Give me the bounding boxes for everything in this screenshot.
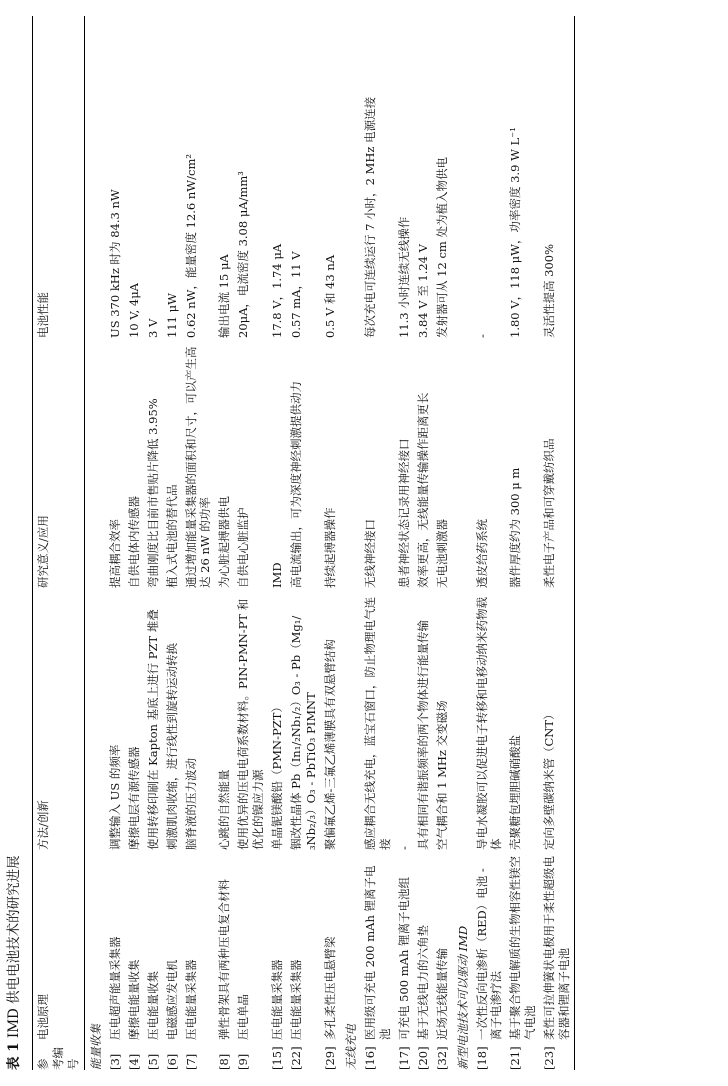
cell-ref: [8]: [217, 1053, 232, 1070]
cell-performance: 20μA，电流密度 3.08 μA/mm³: [236, 171, 251, 338]
cell-significance: 患者神经状态记录用神经接口: [396, 438, 411, 588]
cell-method: 摩擦电层有源传感器: [126, 746, 141, 850]
cell-significance: 高电流输出，可为深度神经刺激提供动力: [289, 381, 304, 588]
cell-performance: 1.80 V，118 μW，功率密度 3.9 W L⁻¹: [508, 127, 523, 338]
cell-principle: 一次性反向电渗析（RED）电池 - 离子电渗疗法: [474, 868, 504, 1040]
cell-ref: [7]: [183, 1053, 198, 1070]
cell-ref: [22]: [289, 1046, 304, 1070]
cell-principle: 基于聚合物电解质的生物相容性镁空气电池: [508, 856, 538, 1040]
cell-principle: 近场无线能量传输: [434, 948, 449, 1040]
header-ref: 参 考编号: [36, 1047, 80, 1070]
section-title: 新型电池技术可以驱动 IMD: [455, 925, 470, 1070]
cell-method: 具有相同有谐振频率的两个物体进行能量传输: [415, 620, 430, 850]
cell-significance: 植入式电池的替代品: [164, 484, 179, 588]
table-body: [84, 16, 574, 1070]
section-row: [84, 16, 105, 1070]
table-row: [473, 16, 507, 1070]
cell-principle: 弹性骨架具有两种压电复合材料: [217, 879, 232, 1040]
header-row: [33, 16, 85, 1070]
cell-performance: 每次充电可连续运行 7 小时，2 MHz 电源连接: [362, 96, 377, 338]
cell-significance: 通过增加能量采集器的面积和尺寸，可以产生高达 26 nW 的功率: [183, 346, 213, 588]
table-row: [506, 16, 540, 1070]
cell-ref: [3]: [107, 1053, 122, 1070]
table-row: [144, 16, 163, 1070]
section-row: [452, 16, 473, 1070]
table-row: [287, 16, 321, 1070]
cell-performance: 10 V, 4μA: [126, 283, 141, 338]
cell-ref: [16]: [362, 1046, 377, 1070]
cell-principle: 压电单晶: [236, 994, 251, 1040]
cell-method: 感应耦合无线充电，蓝宝石窗口，防止物理电气连接: [362, 597, 392, 850]
cell-significance: 自供电体内传感器: [126, 496, 141, 588]
cell-significance: 持续起搏器操作: [323, 507, 337, 588]
table-row: [395, 16, 414, 1070]
cell-method: 铟改性晶体 Pb（In₁/₂Nb₁/₂）O₃ - Pb（Mg₁/₃Nb₂/₃）O₃ - PbTiO₃ PIMNT: [289, 615, 319, 850]
cell-principle: 多孔柔性压电悬臂梁: [323, 936, 337, 1040]
cell-principle: 压电能量采集器: [183, 959, 198, 1040]
cell-method: 聚偏氟乙烯-三氟乙烯薄膜具有双悬臂结构: [323, 639, 337, 850]
header-principle: 电池原理: [36, 994, 50, 1040]
cell-performance: 3.84 V 至 1.24 V: [415, 244, 430, 338]
cell-method: 刺激肌肉收缩，进行线性到旋转运动转换: [164, 643, 179, 850]
cell-performance: US 370 kHz 时为 84.3 nW: [107, 189, 122, 338]
cell-performance: 0.62 nW，能量密度 12.6 nW/cm²: [183, 154, 198, 338]
table-row: [125, 16, 144, 1070]
table-row: [321, 16, 340, 1070]
cell-ref: [21]: [508, 1046, 523, 1070]
header-significance: 研究意义/应用: [36, 515, 50, 588]
cell-method: 壳聚糖包埋胆碱硝酸盐: [508, 735, 523, 850]
table-row: [414, 16, 433, 1070]
cell-ref: [29]: [323, 1046, 337, 1070]
caption-text: IMD 供电电池技术的研究进展: [6, 855, 22, 1039]
section-title: 能量收集: [88, 1024, 103, 1070]
cell-significance: 柔性电子产品和可穿戴纺织品: [542, 438, 557, 588]
cell-performance: 3 V: [145, 318, 160, 338]
cell-method: 空气耦合和 1 MHz 交变磁场: [434, 700, 449, 850]
cell-method: 心跳的自然能量: [217, 769, 232, 850]
table-row: [540, 16, 574, 1070]
cell-significance: IMD: [270, 562, 285, 588]
cell-significance: 为心脏起搏器供电: [217, 496, 232, 588]
cell-significance: 提高耦合效率: [107, 519, 122, 588]
table-row: [234, 16, 268, 1070]
table-row: [433, 16, 452, 1070]
cell-ref: [18]: [474, 1046, 489, 1070]
cell-performance: 11.3 小时连续无线操作: [396, 216, 411, 338]
cell-performance: 0.5 V 和 43 nA: [323, 254, 337, 338]
cell-principle: 柔性可拉伸簧状电极用于柔性超级电容器和锂离子电池: [542, 856, 572, 1040]
cell-significance: 器件厚度约为 300 μ m: [508, 467, 523, 588]
cell-principle: 压电超声能量采集器: [107, 936, 122, 1040]
cell-performance: 17.8 V，1.74 μA: [270, 243, 285, 338]
cell-principle: 基于无线电力的六角垫: [415, 925, 430, 1040]
section-title: 无线充电: [343, 1024, 358, 1070]
cell-ref: [5]: [145, 1053, 160, 1070]
cell-principle: 压电能量采集器: [289, 959, 304, 1040]
cell-method: 使用转移印刷在 Kapton 基底上进行 PZT 堆叠: [145, 609, 160, 850]
cell-method: -: [396, 846, 411, 850]
cell-performance: 输出电流 15 μA: [217, 254, 232, 338]
table-row: [361, 16, 395, 1070]
cell-significance: 效率更高，无线能量传输操作距离更长: [415, 392, 430, 588]
cell-significance: 无电池刺激器: [434, 519, 449, 588]
cell-principle: 电磁感应发电机: [164, 959, 179, 1040]
table-row: [106, 16, 125, 1070]
battery-research-table: [32, 16, 575, 1070]
cell-ref: [9]: [236, 1053, 251, 1070]
cell-performance: 发射器可从 12 cm 处为植入物供电: [434, 157, 449, 338]
cell-significance: 自供电心脏监护: [236, 507, 251, 588]
cell-ref: [6]: [164, 1053, 179, 1070]
cell-performance: 灵活性提高 300%: [542, 243, 557, 338]
table-row: [182, 16, 216, 1070]
table-row: [268, 16, 287, 1070]
cell-ref: [17]: [396, 1046, 411, 1070]
cell-method: 脑脊液的压力波动: [183, 758, 198, 850]
cell-principle: 摩擦电能量收集: [126, 959, 141, 1040]
table-row: [215, 16, 234, 1070]
header-performance: 电池性能: [36, 292, 50, 338]
cell-performance: 0.57 mA，11 V: [289, 251, 304, 338]
cell-ref: [15]: [270, 1046, 285, 1070]
cell-principle: 可充电 500 mAh 锂离子电池组: [396, 876, 411, 1040]
cell-significance: 无线神经接口: [362, 519, 377, 588]
caption-label: 表 1: [6, 1042, 22, 1070]
cell-principle: 压电能量采集器: [270, 959, 285, 1040]
cell-method: 单晶铌镁酸铅（PMN-PZT）: [270, 701, 285, 850]
cell-method: 导电水凝胶可以促进电子转移和电移动纳米药物载体: [474, 597, 504, 850]
header-method: 方法/创新: [36, 800, 50, 850]
cell-ref: [32]: [434, 1046, 449, 1070]
cell-method: 定向多壁碳纳米管（CNT）: [542, 708, 557, 850]
cell-method: 使用优异的压电电荷系数材料。PIN-PMN-PT 和优化的镍应力源: [236, 598, 266, 850]
table-row: [163, 16, 182, 1070]
cell-significance: 透皮给药系统: [474, 519, 489, 588]
cell-method: 调整输入 US 的频率: [107, 744, 122, 850]
cell-significance: 弯曲刚度比目前市售贴片降低 3.95%: [145, 398, 160, 588]
cell-principle: 医用级可充电 200 mAh 锂离子电池: [362, 865, 392, 1040]
cell-principle: 压电能量收集: [145, 971, 160, 1040]
cell-performance: 111 μW: [164, 293, 179, 338]
cell-performance: -: [474, 334, 489, 338]
section-row: [340, 16, 361, 1070]
cell-ref: [23]: [542, 1046, 557, 1070]
table-caption: [6, 16, 24, 1070]
cell-ref: [4]: [126, 1053, 141, 1070]
cell-ref: [20]: [415, 1046, 430, 1070]
